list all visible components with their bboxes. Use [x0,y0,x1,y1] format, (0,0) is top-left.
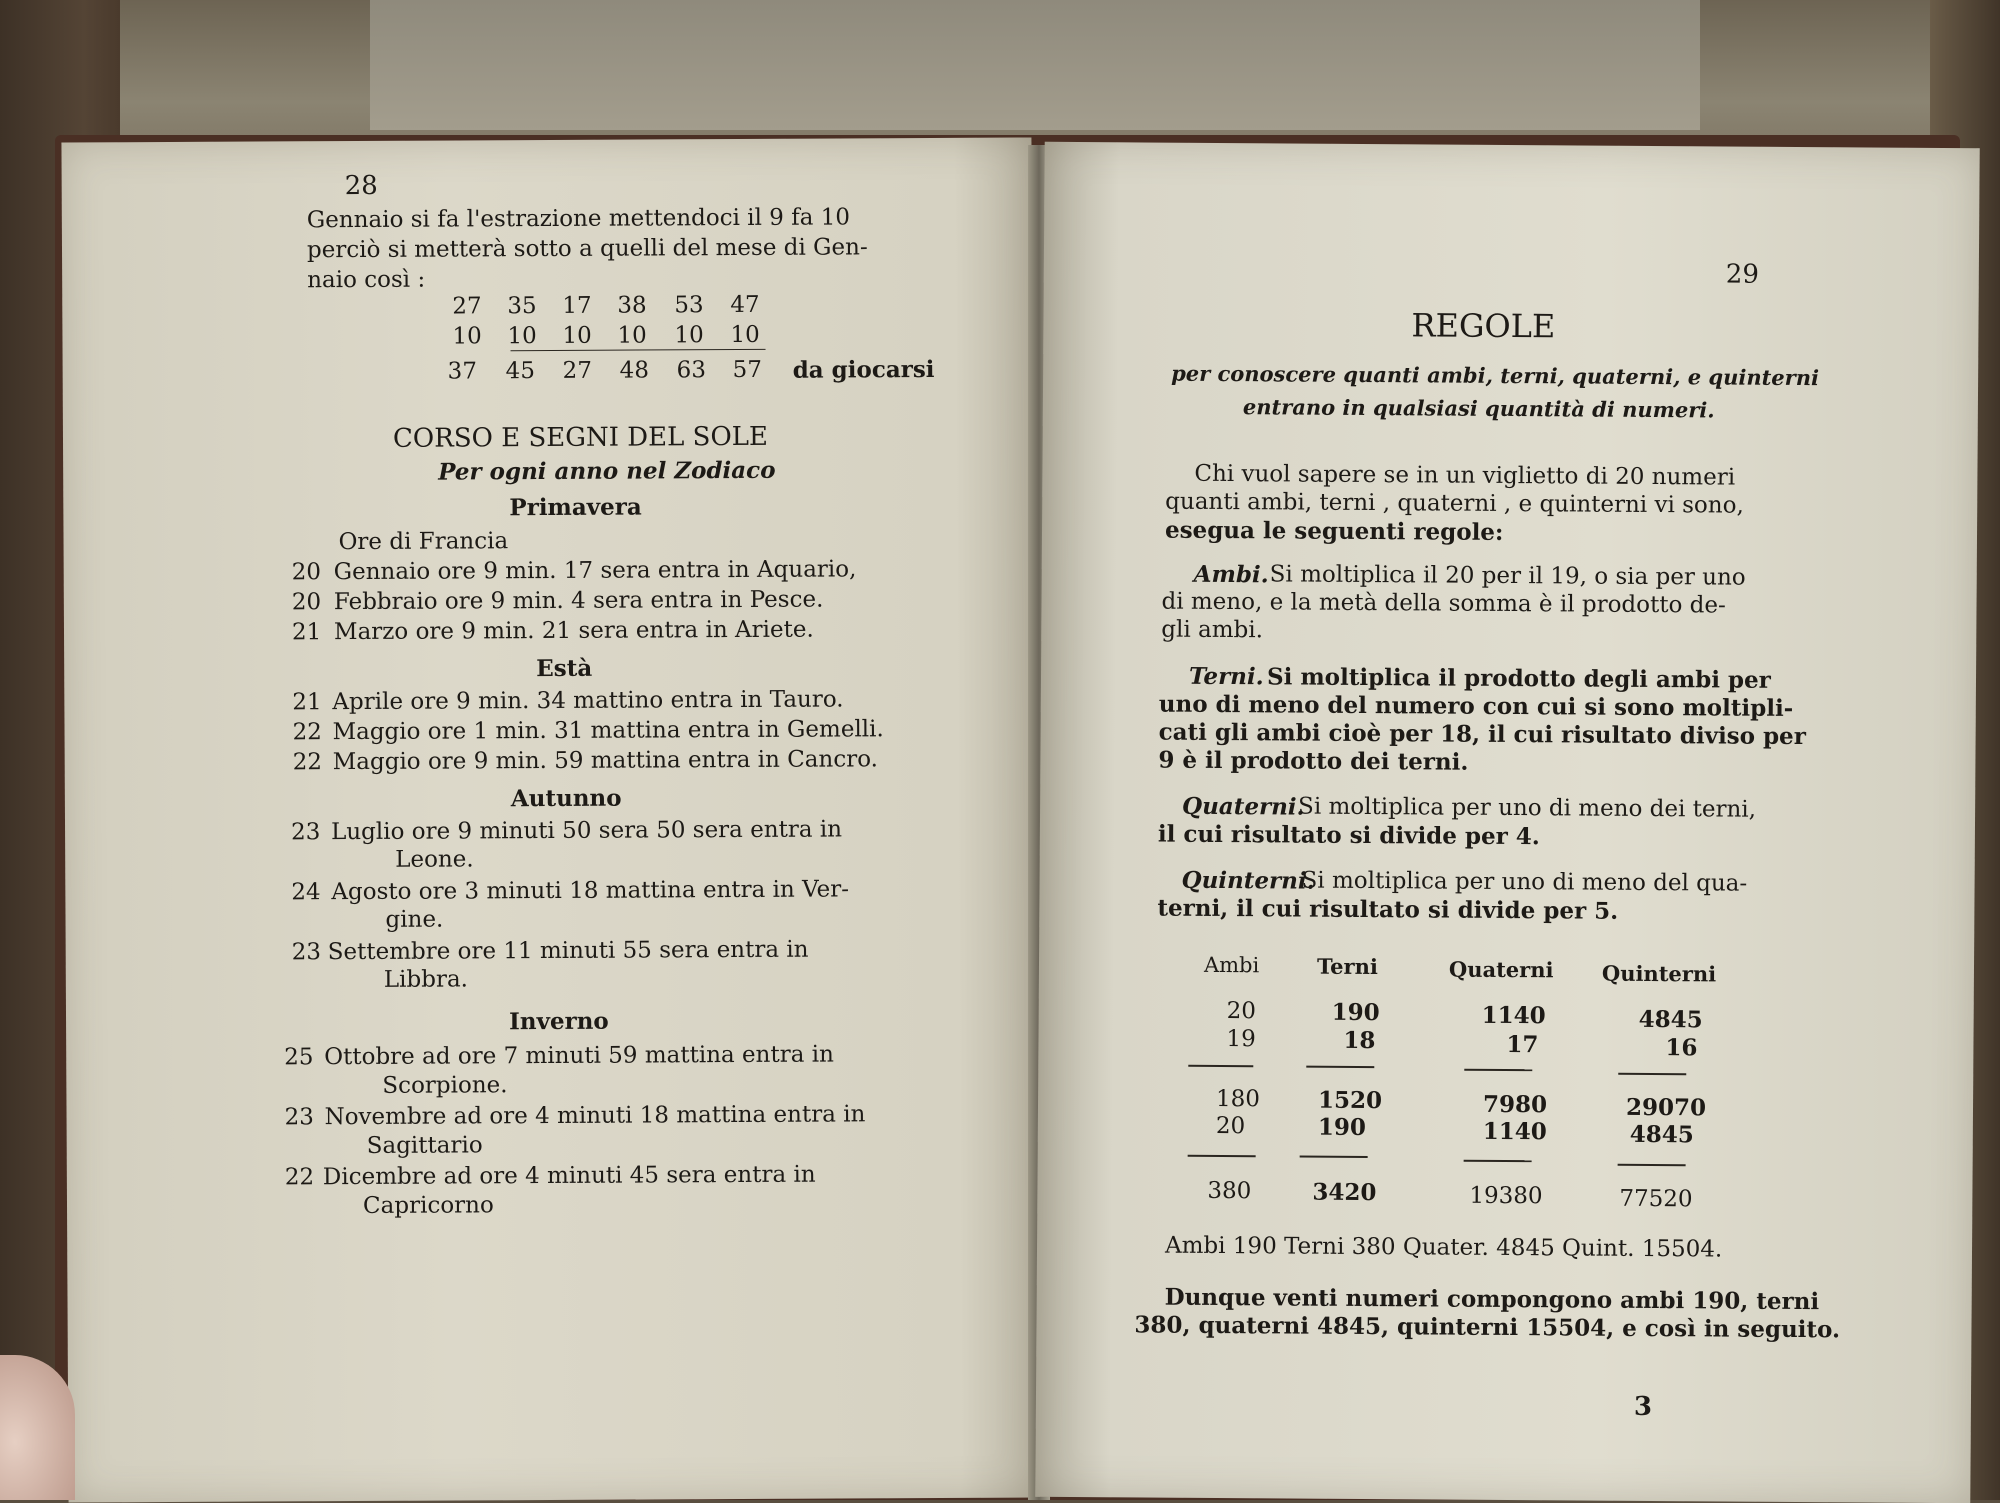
calc-cell: 1140 [1482,1117,1547,1146]
sum-cell: 17 [562,292,592,319]
sum-cell: 37 [447,358,477,385]
section-title: CORSO E SEGNI DEL SOLE [392,421,769,454]
intro-line: esegua le seguenti regole: [1164,516,1504,546]
rule-term: Quaterni. [1182,792,1305,821]
entry-continuation: Scorpione. [382,1072,508,1099]
calc-cell: 77520 [1619,1185,1693,1213]
season-heading: Primavera [509,493,642,522]
sum-cell: 38 [617,292,647,319]
entry-text: Febbraio ore 9 min. 4 sera entra in Pesce. [333,586,824,616]
calc-cell: 3420 [1312,1178,1377,1207]
calc-cell: 17 [1506,1030,1539,1059]
entry-text: Maggio ore 9 min. 59 mattina entra in Cancro. [332,746,878,776]
calc-header: Quinterni [1601,960,1717,987]
calc-rule [1464,1160,1532,1162]
calc-rule [1306,1066,1374,1068]
entry-text: Settembre ore 11 minuti 55 sera entra in [327,936,809,966]
page-number: 29 [1725,259,1760,290]
intro-line: quanti ambi, terni , quaterni , e quinterni vi sono, [1165,488,1744,519]
sum-cell: 10 [674,322,704,349]
left-page [61,137,1038,1502]
calc-cell: 20 [1215,1112,1246,1140]
entry-text: Maggio ore 1 min. 31 mattina entra in Gemelli. [332,716,884,746]
rule-line: di meno, e la metà della somma è il prodotto de- [1161,588,1726,619]
rule-line: uno di meno del numero con cui si sono moltipli- [1158,690,1794,722]
conclusion-line: 380, quaterni 4845, quinterni 15504, e così in seguito. [1134,1311,1841,1344]
sum-rule [511,349,766,351]
entry-day: 24 [291,879,321,906]
calc-rule [1188,1065,1253,1067]
calc-cell: 190 [1331,998,1380,1027]
section-subtitle: Per ogni anno nel Zodiaco [438,456,776,486]
rule-term: Quinterni. [1181,866,1315,895]
sum-suffix: da giocarsi [792,355,935,384]
calc-rule [1464,1069,1532,1071]
entry-continuation: Leone. [395,846,474,873]
season-heading: Autunno [510,784,622,813]
calc-cell: 19 [1226,1026,1256,1053]
intro-line: Gennaio si fa l'estrazione mettendoci il 9 fa 10 [306,204,851,234]
signature-mark: 3 [1633,1391,1653,1423]
subtitle-line: entrano in qualsiasi quantità di numeri. [1242,394,1715,423]
entry-day: 21 [292,689,322,716]
calc-cell: 180 [1215,1085,1261,1113]
sum-cell: 57 [732,356,762,384]
entry-text: Agosto ore 3 minuti 18 mattina entra in Ver- [331,876,850,906]
calc-cell: 380 [1207,1177,1252,1205]
calc-cell: 18 [1343,1026,1376,1055]
sum-cell: 48 [619,357,649,384]
sum-cell: 10 [507,323,537,350]
entry-text: Luglio ore 9 minuti 50 sera 50 sera entra in [330,816,843,846]
entry-text: Dicembre ad ore 4 minuti 45 sera entra in [322,1161,816,1191]
entry-text: Aprile ore 9 min. 34 mattino entra in Tauro. [332,686,844,716]
page-title: REGOLE [1411,306,1556,346]
sum-cell: 63 [676,357,706,384]
entry-day: 22 [284,1164,315,1191]
entry-text: Novembre ad ore 4 minuti 18 mattina entra in [324,1101,866,1131]
sum-cell: 53 [674,292,704,319]
calc-cell: 7980 [1482,1090,1548,1119]
calc-cell: 190 [1317,1113,1366,1142]
calc-cell: 1520 [1317,1086,1383,1115]
rule-line: Si moltiplica il 20 per il 19, o sia per uno [1269,561,1746,591]
rule-line: Si moltiplica per uno di meno dei terni, [1298,793,1757,823]
entry-day: 20 [291,559,322,586]
rule-line: gli ambi. [1161,616,1264,644]
entry-day: 22 [292,749,323,776]
entry-text: Gennaio ore 9 min. 17 sera entra in Aquario, [333,556,857,586]
page-number: 28 [344,170,378,202]
entry-day: 23 [284,1104,314,1131]
entry-text: Marzo ore 9 min. 21 sera entra in Ariete. [333,616,814,646]
entry-day: 23 [290,819,321,846]
rule-line: il cui risultato si divide per 4. [1157,820,1540,851]
sum-cell: 10 [452,323,482,350]
rule-line: Si moltiplica il prodotto degli ambi per [1266,663,1771,694]
entry-day: 23 [291,939,322,966]
conclusion-line: Dunque venti numeri compongono ambi 190, terni [1164,1283,1820,1316]
rule-line: 9 è il prodotto dei terni. [1158,746,1469,776]
season-heading: Està [536,654,593,683]
calc-cell: 1140 [1481,1001,1546,1030]
calc-cell: 16 [1665,1034,1698,1062]
entry-day: 20 [291,589,322,616]
rule-term: Ambi. [1193,560,1269,589]
calc-rule [1188,1155,1256,1157]
rule-line: terni, il cui risultato si divide per 5. [1157,894,1619,925]
rule-line: Si moltiplica per uno di meno del qua- [1301,867,1748,897]
subtitle-line: per conoscere quanti ambi, terni, quaterni, e quinterni [1171,360,1820,391]
calc-header: Ambi [1203,952,1260,978]
calc-rule [1618,1164,1686,1166]
season-heading: Inverno [508,1007,609,1036]
calc-rule [1300,1156,1368,1158]
calc-header: Terni [1316,953,1378,980]
entry-day: 22 [292,719,322,746]
entry-day: 21 [291,619,322,646]
right-page [1035,142,1979,1503]
intro-line: Chi vuol sapere se in un viglietto di 20 numeri [1194,460,1736,491]
sum-cell: 45 [505,358,535,385]
sum-cell: 10 [617,322,647,349]
calc-cell: 4845 [1638,1005,1703,1034]
background-board [370,0,1700,130]
entry-continuation: gine. [385,906,444,933]
rule-line: cati gli ambi cioè per 18, il cui risultato diviso per [1158,718,1806,751]
entry-text: Ottobre ad ore 7 minuti 59 mattina entra in [324,1041,834,1071]
sum-cell: 27 [452,293,482,320]
entry-continuation: Capricorno [362,1192,494,1219]
sum-cell: 10 [730,321,760,349]
calc-cell: 4845 [1629,1120,1694,1149]
sum-cell: 47 [730,291,760,319]
summary-line: Ambi 190 Terni 380 Quater. 4845 Quint. 15504. [1164,1232,1723,1263]
calc-cell: 19380 [1469,1182,1543,1210]
entry-day: 25 [284,1044,314,1071]
ore-heading: Ore di Francia [338,528,509,556]
calc-cell: 20 [1226,998,1257,1025]
sum-cell: 35 [507,293,537,320]
sum-cell: 27 [562,357,592,384]
sum-cell: 10 [562,322,592,349]
calc-rule [1618,1073,1686,1075]
rule-term: Terni. [1188,662,1264,691]
calc-cell: 29070 [1625,1093,1707,1122]
calc-header: Quaterni [1448,956,1554,983]
intro-line: perciò si metterà sotto a quelli del mese di Gen- [306,234,868,264]
entry-continuation: Sagittario [366,1132,483,1159]
intro-line: naio così : [307,266,426,294]
entry-continuation: Libbra. [383,966,468,993]
